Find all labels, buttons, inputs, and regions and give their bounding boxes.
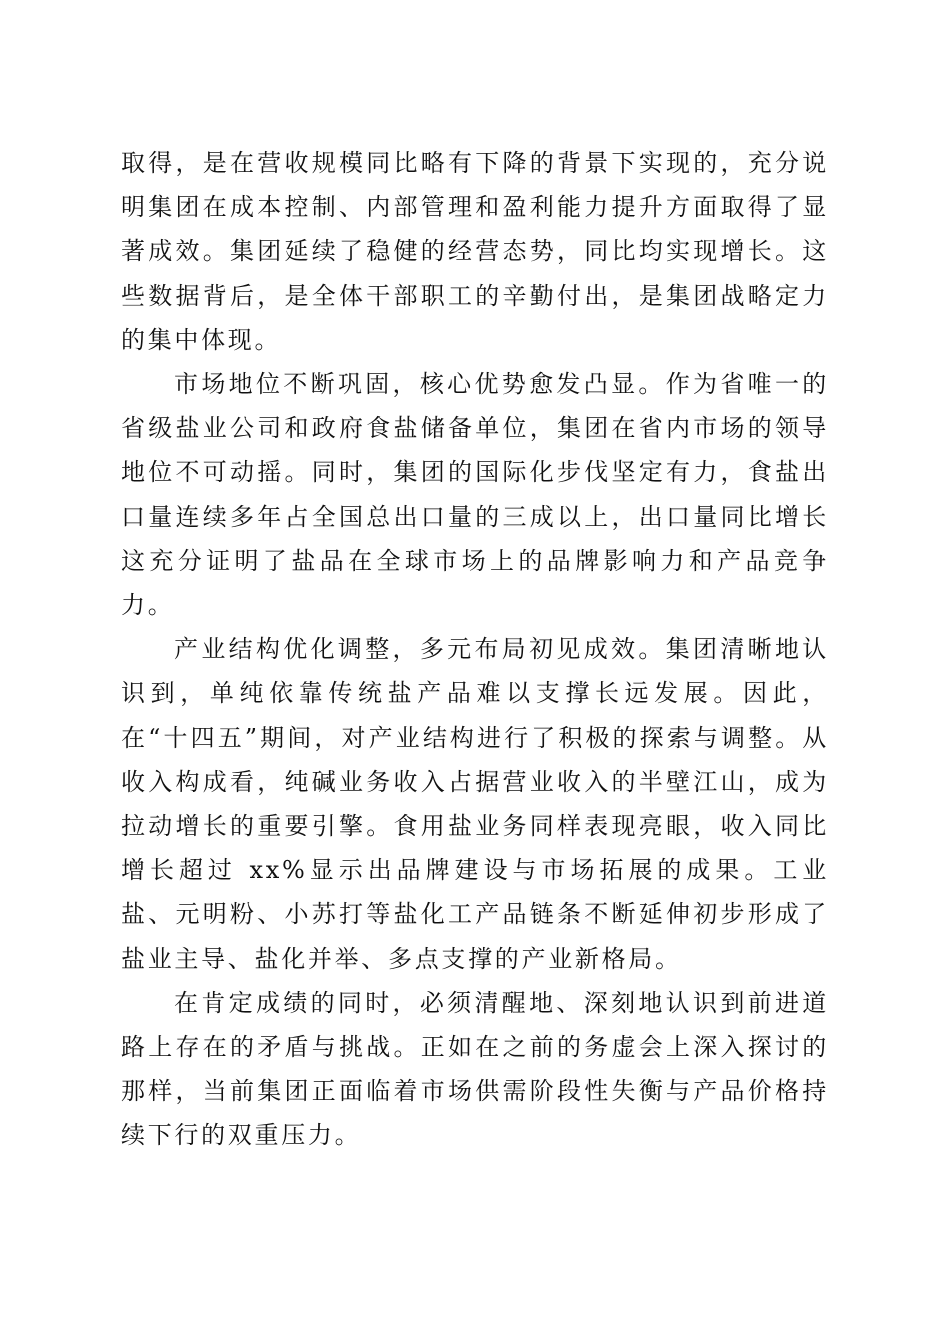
- paragraph-continuation: 取得，是在营收规模同比略有下降的背景下实现的，充分说明集团在成本控制、内部管理和盈利能力提升方面取得了显著成效。集团延续了稳健的经营态势，同比均实现增长。这些数据背后，是全体干部职工的辛勤付出，是集团战略定力的集中体现。: [121, 149, 829, 354]
- paragraph-market-position: 市场地位不断巩固，核心优势愈发凸显。作为省唯一的省级盐业公司和政府食盐储备单位，集团在省内市场的领导地位不可动摇。同时，集团的国际化步伐坚定有力，食盐出口量连续多年占全国总出口量的三成以上，出口量同比增长这充分证明了盐品在全球市场上的品牌影响力和产品竞争力。: [121, 370, 829, 620]
- paragraph-industry-structure: 产业结构优化调整，多元布局初见成效。集团清晰地认识到，单纯依靠传统盐产品难以支撑长远发展。因此，在“十四五”期间，对产业结构进行了积极的探索与调整。从收入构成看，纯碱业务收入占据营业收入的半壁江山，成为拉动增长的重要引擎。食用盐业务同样表现亮眼，收入同比增长超过 xx%显示出品牌建设与市场拓展的成果。工业盐、元明粉、小苏打等盐化工产品链条不断延伸初步形成了盐业主导、盐化并举、多点支撑的产业新格局。: [121, 635, 829, 973]
- paragraph-challenges: 在肯定成绩的同时，必须清醒地、深刻地认识到前进道路上存在的矛盾与挑战。正如在之前的务虚会上深入探讨的那样，当前集团正面临着市场供需阶段性失衡与产品价格持续下行的双重压力。: [121, 988, 829, 1150]
- document-body: [121, 141, 829, 1158]
